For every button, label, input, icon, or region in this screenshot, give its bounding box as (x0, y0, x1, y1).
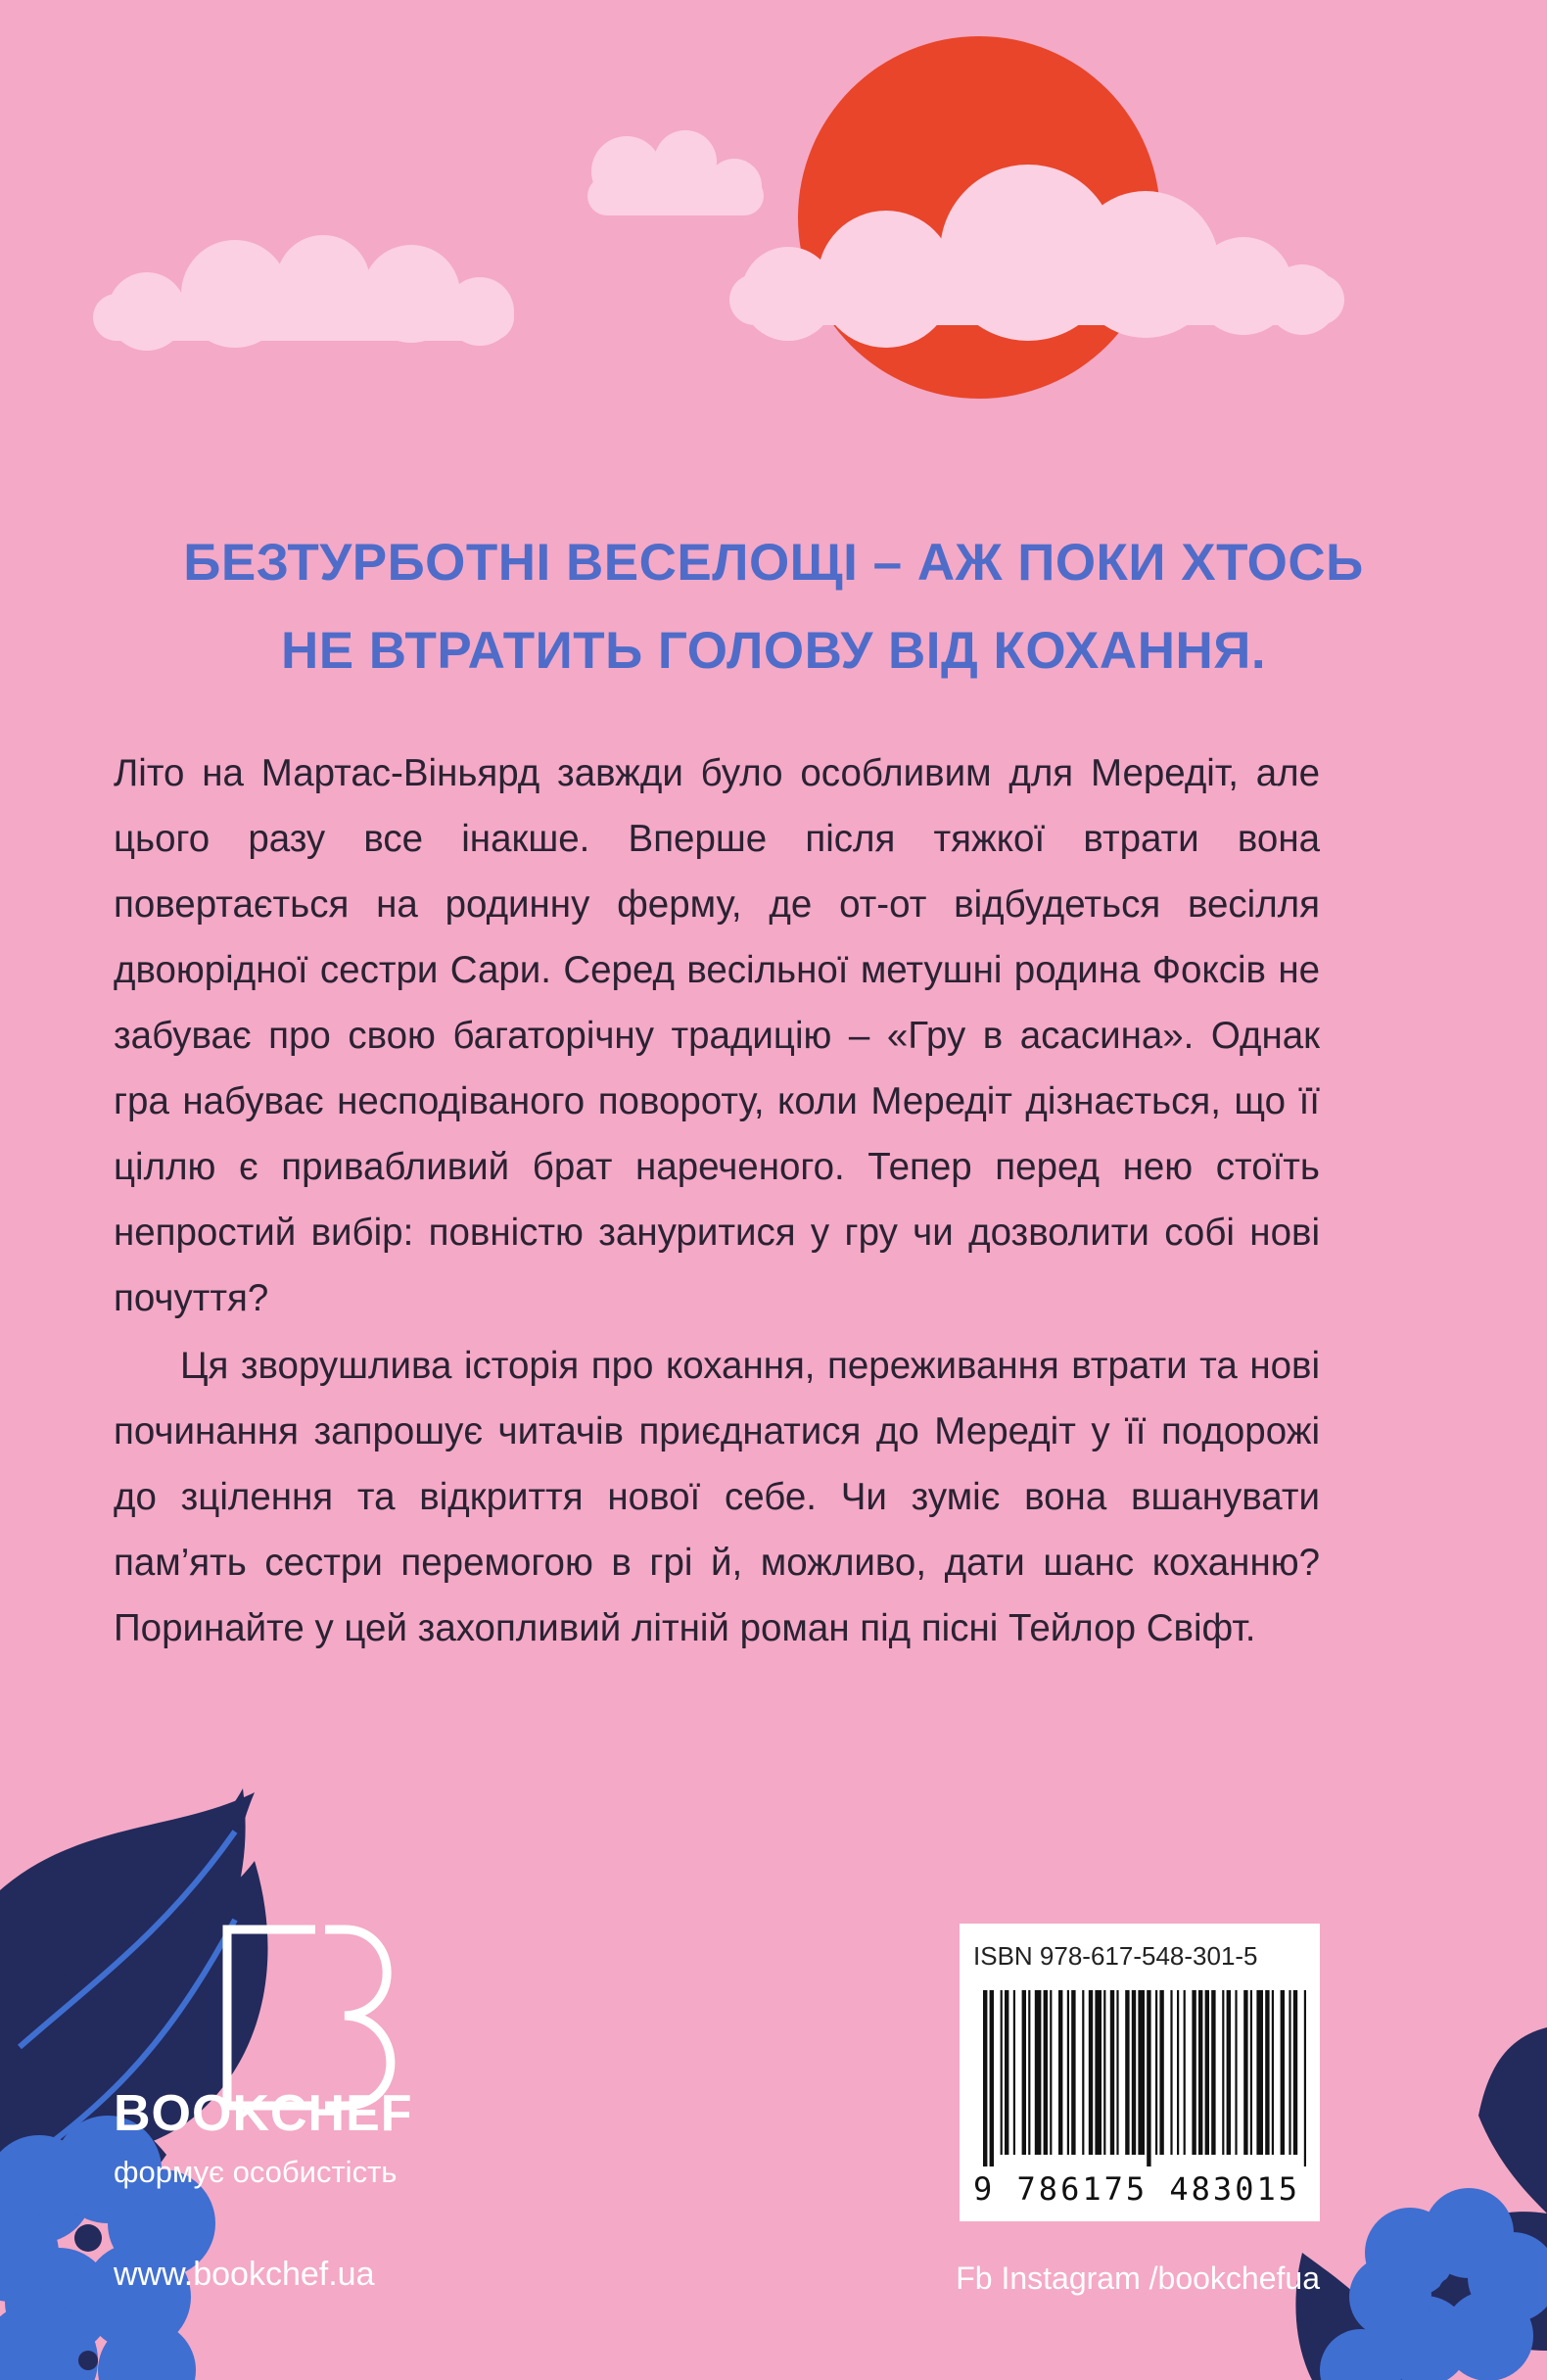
barcode-icon (983, 1990, 1306, 2166)
cloud-small (587, 130, 764, 215)
isbn-label: ISBN 978-617-548-301-5 (973, 1941, 1258, 1971)
headline (0, 519, 1547, 695)
description-paragraph-2: Ця зворушлива історія про кохання, переживання втрати та нові починання запрошує читачів приєднатися до Мередіт у її подорожі до зцілення та відкриття нової себе. Чи зуміє вона вшанувати пам’ять сестри перемогою в грі й, можливо, дати шанс коханню? Поринайте у цей захопливий літній роман під пісні Тейлор Свіфт. (114, 1345, 1320, 1649)
publisher-name: BOOKCHEF (114, 2085, 413, 2142)
headline-line-1: БЕЗТУРБОТНІ ВЕСЕЛОЩІ – АЖ ПОКИ ХТОСЬ (183, 534, 1364, 592)
description-paragraph-1: Літо на Мартас-Віньярд завжди було особливим для Мередіт, але цього разу все інакше. Вперше після тяжкої втрати вона повертається на родинну ферму, де от-от відбудеться весілля двоюрідної сестри Сари. Серед весільної метушні родина Фоксів не забуває про свою багаторічну традицію – «Гру в асасина». Однак гра набуває несподіваного повороту, коли Мередіт дізнається, що її ціллю є привабливий брат нареченого. Тепер перед нею стоїть непростий вибір: повністю зануритися у гру чи дозволити собі нові почуття? (114, 752, 1320, 1319)
ean-digits: 9 786175 483015 (973, 2170, 1300, 2208)
publisher-website[interactable]: www.bookchef.ua (114, 2256, 375, 2293)
publisher-tagline: формує особистість (114, 2155, 398, 2189)
cloud-left (93, 235, 514, 351)
barcode-panel (960, 1924, 1320, 2221)
headline-line-2: НЕ ВТРАТИТЬ ГОЛОВУ ВІД КОХАННЯ. (280, 622, 1267, 680)
book-description (114, 740, 1320, 1661)
flowers-right-centers (1439, 2278, 1463, 2302)
publisher-social: Fb Instagram /bookchefua (956, 2261, 1320, 2296)
